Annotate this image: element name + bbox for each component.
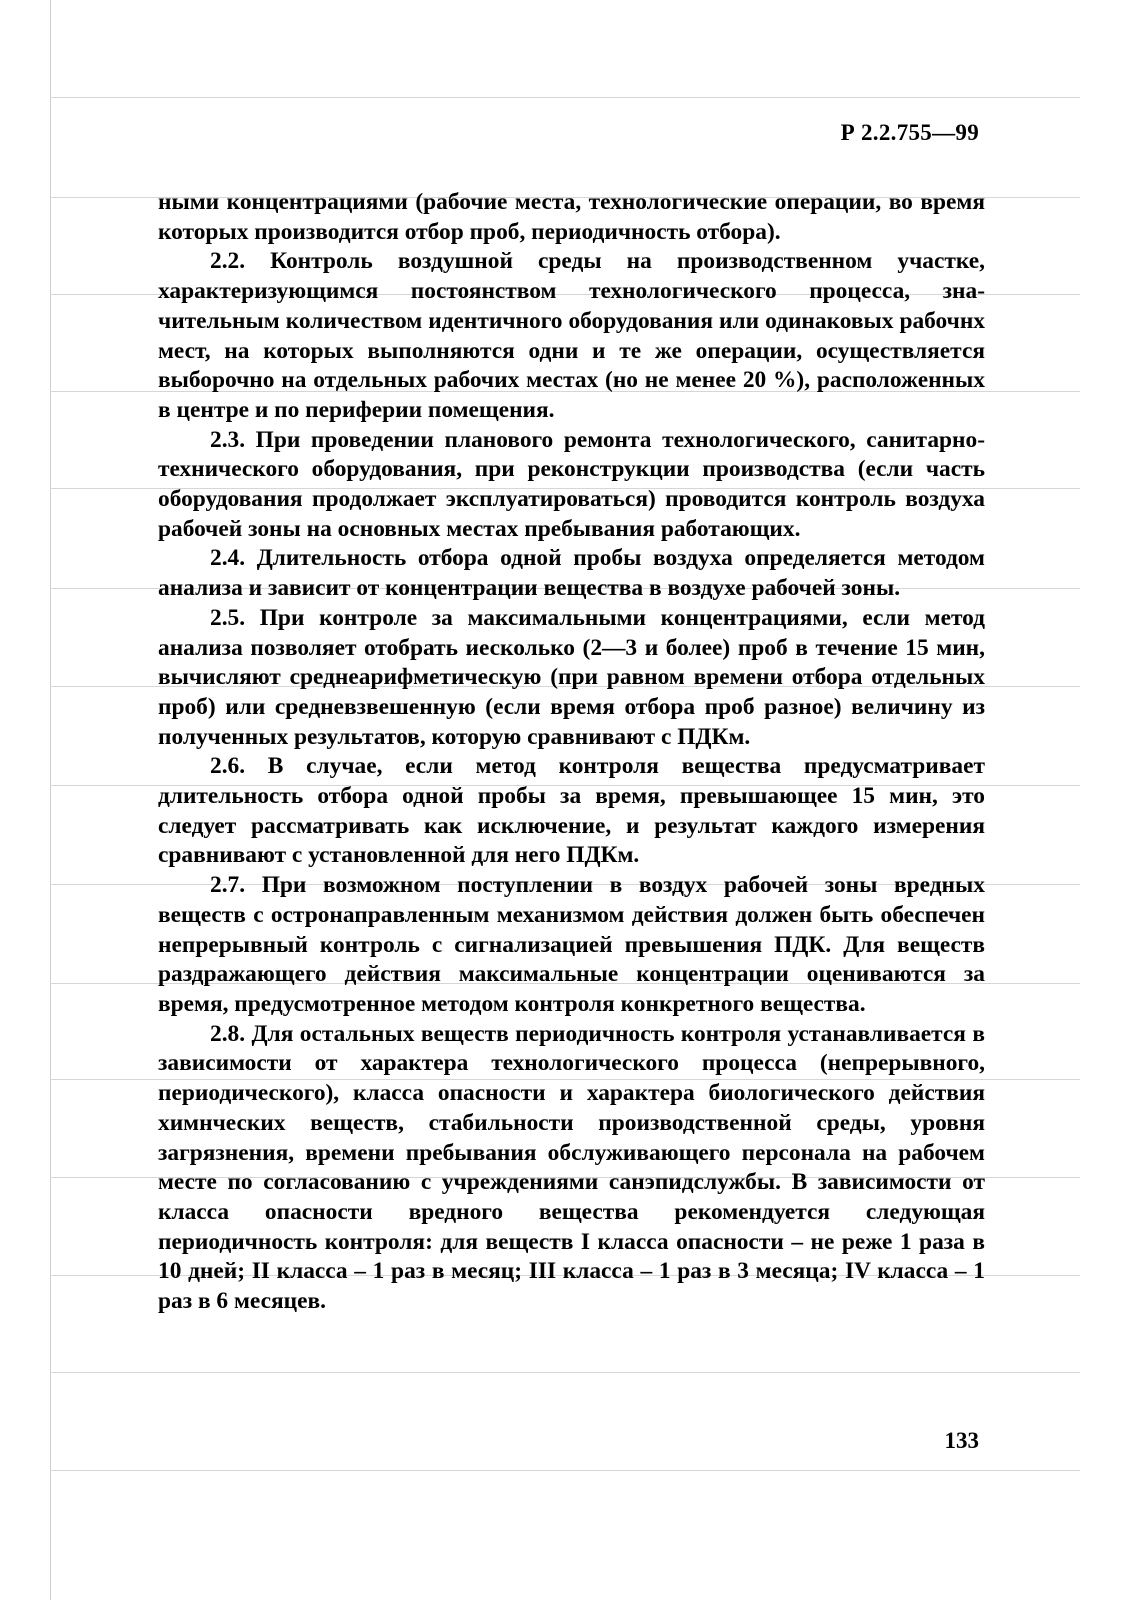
paragraph-2-6: 2.6. В случае, если метод контроля вещества предусматривает длительность отбора одной пробы за время, превышающее 15 мин, это следует рассматривать как исключение, и результат каждого измерения сравнивают с установленной для него ПДКм. (158, 753, 985, 869)
paragraph-continuation: ными концентрациями (рабочие места, технологические операции, во время которых производится отбор проб, периодичность отбора). (158, 189, 985, 245)
paragraph-2-3: 2.3. При проведении планового ремонта технологического, санитарно-технического оборудования, при реконструкции производства (если часть оборудования продолжает эксплуатироваться) проводится контроль воздуха рабочей зоны на основных местах пребывания работающих. (158, 426, 985, 542)
paragraph-2-2: 2.2. Контроль воздушной среды на производственном участке, характеризующимся постоянством технологического процесса, значительным количеством идентичного оборудования или одинаковых рабочнх мест, на которых выполняются одни и те же операции, осуществляется выборочно на отдельных рабочих местах (но не менее 20 %), расположенных в центре и по периферии помещения. (158, 248, 985, 423)
left-margin-rule (50, 0, 51, 1600)
document-code: Р 2.2.755—99 (840, 120, 979, 145)
ruled-line (50, 1470, 1080, 1471)
paragraph-2-7: 2.7. При возможном поступлении в воздух рабочей зоны вредных веществ с остронаправленным механизмом действия должен быть обеспечен непрерывный контроль с сигнализацией превышения ПДК. Для веществ раздражающего действия максимальные концентрации оцениваются за время, предусмотренное методом контроля конкретного вещества. (158, 872, 985, 1017)
page-number: 133 (944, 1428, 979, 1453)
paragraph-2-5: 2.5. При контроле за максимальными концентрациями, если метод анализа позволяет отобрать иесколько (2—3 и более) проб в течение 15 мин, вычисляют среднеарифметическую (при равном времени отбора отдельных проб) или средневзвешенную (если время отбора проб разное) величину из полученных результатов, которую сравнивают с ПДКм. (158, 604, 985, 750)
ruled-line (50, 97, 1080, 98)
document-body (158, 188, 985, 1317)
paragraph-2-8: 2.8. Для остальных веществ периодичность контроля устанавливается в зависимости от характера технологического процесса (непрерывного, периодического), класса опасности и характера биологического действия химнческих веществ, стабильности производственной среды, уровня загрязнения, времени пребывания обслуживающего персонала на рабочем месте по согласованию с учреждениями санэпидслужбы. В зависимости от класса опасности вредного вещества рекомендуется следующая периодичность контроля: для веществ I класса опасности – не реже 1 раза в 10 дней; II класса – 1 раз в месяц; III класса – 1 раз в 3 месяца; IV класса – 1 раз в 6 месяцев. (158, 1020, 985, 1315)
paragraph-2-4: 2.4. Длительность отбора одной пробы воздуха определяется методом анализа и зависит от концентрации вещества в воздухе рабочей зоны. (158, 545, 985, 602)
ruled-line (50, 1372, 1080, 1373)
